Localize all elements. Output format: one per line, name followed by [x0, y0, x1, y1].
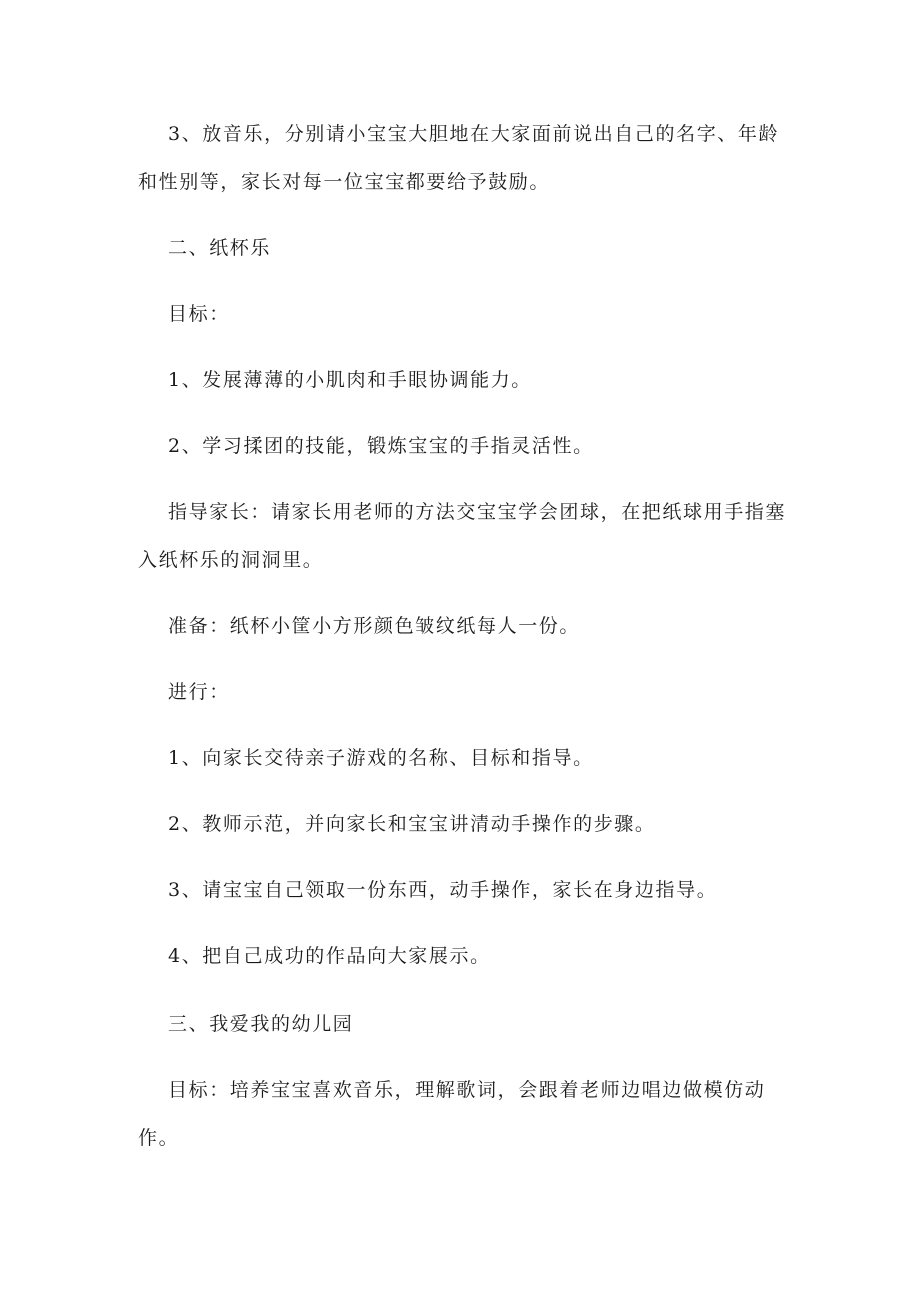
paragraph-line: 准备：纸杯小筐小方形颜色皱纹纸每人一份。 [168, 615, 581, 637]
paragraph-line: 作。 [138, 1127, 180, 1149]
paragraph-line: 进行： [168, 681, 230, 703]
paragraph-line: 入纸杯乐的洞洞里。 [138, 549, 324, 571]
paragraph-line: 目标：培养宝宝喜欢音乐，理解歌词，会跟着老师边唱边做模仿动 [168, 1079, 766, 1101]
paragraph-line: 和性别等，家长对每一位宝宝都要给予鼓励。 [138, 171, 551, 193]
paragraph-line: 目标： [168, 303, 230, 325]
list-item: 1、发展薄薄的小肌肉和手眼协调能力。 [168, 369, 532, 391]
list-item: 2、学习揉团的技能，锻炼宝宝的手指灵活性。 [168, 435, 594, 457]
paragraph-line: 3、放音乐，分别请小宝宝大胆地在大家面前说出自己的名字、年龄 [168, 123, 780, 145]
list-item: 4、把自己成功的作品向大家展示。 [168, 945, 491, 967]
paragraph-line: 指导家长：请家长用老师的方法交宝宝学会团球，在把纸球用手指塞 [168, 501, 787, 523]
section-heading: 三、我爱我的幼儿园 [168, 1013, 354, 1035]
list-item: 2、教师示范，并向家长和宝宝讲清动手操作的步骤。 [168, 813, 656, 835]
section-heading: 二、纸杯乐 [168, 237, 272, 259]
list-item: 3、请宝宝自己领取一份东西，动手操作，家长在身边指导。 [168, 879, 718, 901]
list-item: 1、向家长交待亲子游戏的名称、目标和指导。 [168, 747, 594, 769]
